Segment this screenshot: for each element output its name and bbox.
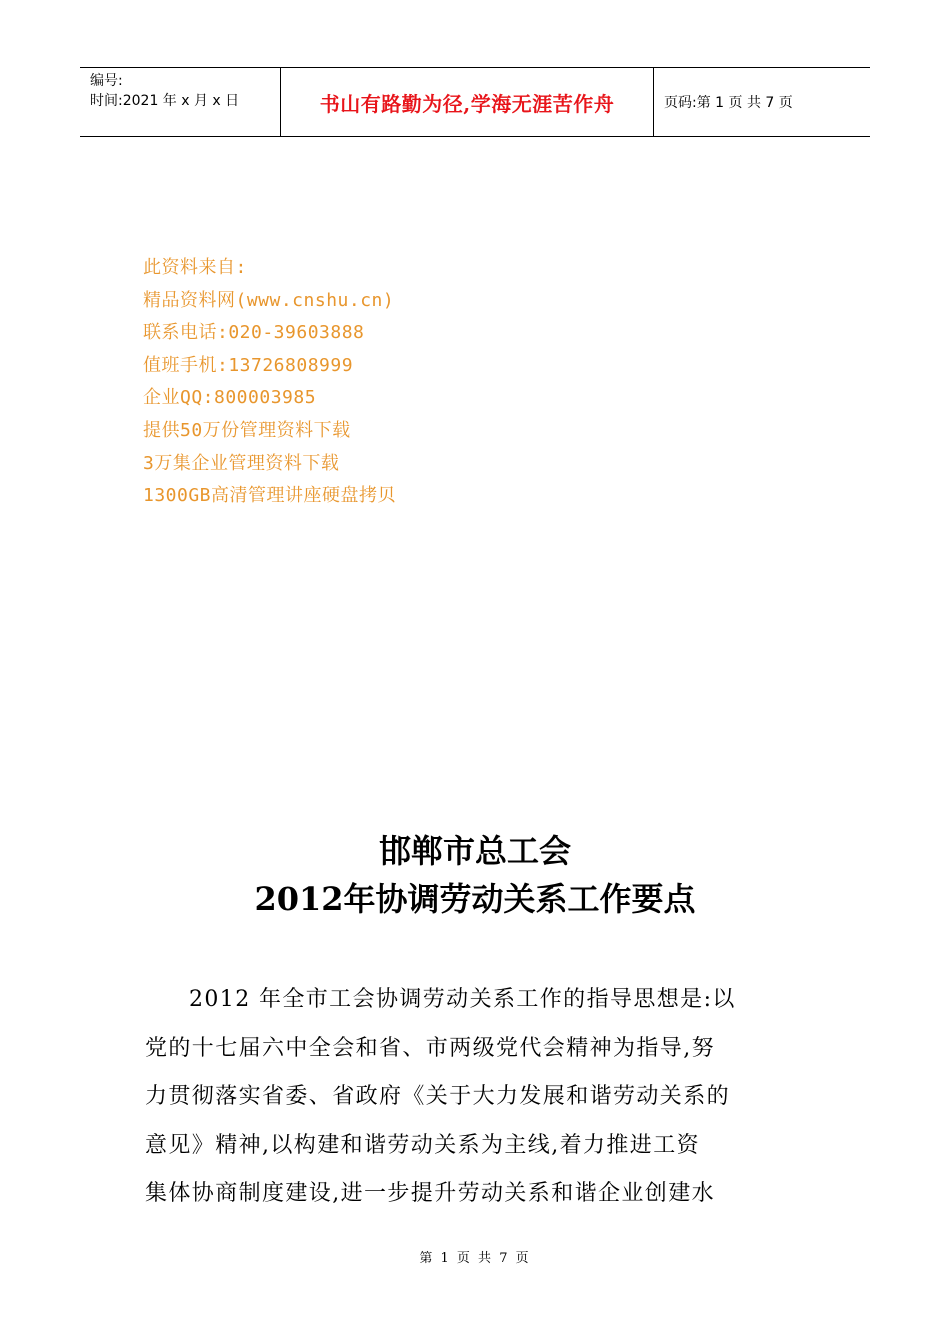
promo-line: 提供50万份管理资料下载 bbox=[143, 419, 351, 441]
header-motto: 书山有路勤为径,学海无涯苦作舟 bbox=[281, 68, 654, 136]
promo-line: 企业QQ:800003985 bbox=[143, 387, 317, 409]
document-header bbox=[80, 67, 870, 137]
promo-line: 3万集企业管理资料下载 bbox=[143, 452, 340, 474]
promo-line: 联系电话:020-39603888 bbox=[143, 322, 365, 344]
promo-line: 值班手机:13726808999 bbox=[143, 354, 354, 376]
paragraph-line: 力贯彻落实省委、省政府《关于大力发展和谐劳动关系的 bbox=[145, 1084, 731, 1109]
paragraph-line: 意见》精神,以构建和谐劳动关系为主线,着力推进工资 bbox=[145, 1132, 700, 1158]
paragraph-line: 2012 年全市工会协调劳动关系工作的指导思想是:以 bbox=[189, 987, 736, 1012]
document-title-main: 2012年协调劳动关系工作要点 bbox=[254, 880, 696, 918]
body-paragraph bbox=[145, 976, 805, 1219]
promo-line: 1300GB高清管理讲座硬盘拷贝 bbox=[143, 485, 397, 507]
header-page-info: 页码:第 1 页 共 7 页 bbox=[664, 95, 793, 111]
doc-date-label: 时间:2021 年 x 月 x 日 bbox=[90, 93, 240, 109]
doc-number-label: 编号: bbox=[90, 73, 123, 89]
promo-line: 此资料来自: bbox=[143, 257, 247, 278]
paragraph-line: 集体协商制度建设,进一步提升劳动关系和谐企业创建水 bbox=[145, 1181, 715, 1206]
promo-line: 精品资料网(www.cnshu.cn) bbox=[143, 289, 395, 311]
document-title-org: 邯郸市总工会 bbox=[378, 832, 571, 870]
page-footer: 第 1 页 共 7 页 bbox=[419, 1251, 531, 1266]
promo-block bbox=[143, 252, 396, 513]
paragraph-line: 党的十七届六中全会和省、市两级党代会精神为指导,努 bbox=[145, 1035, 715, 1061]
header-meta-cell bbox=[80, 68, 281, 136]
